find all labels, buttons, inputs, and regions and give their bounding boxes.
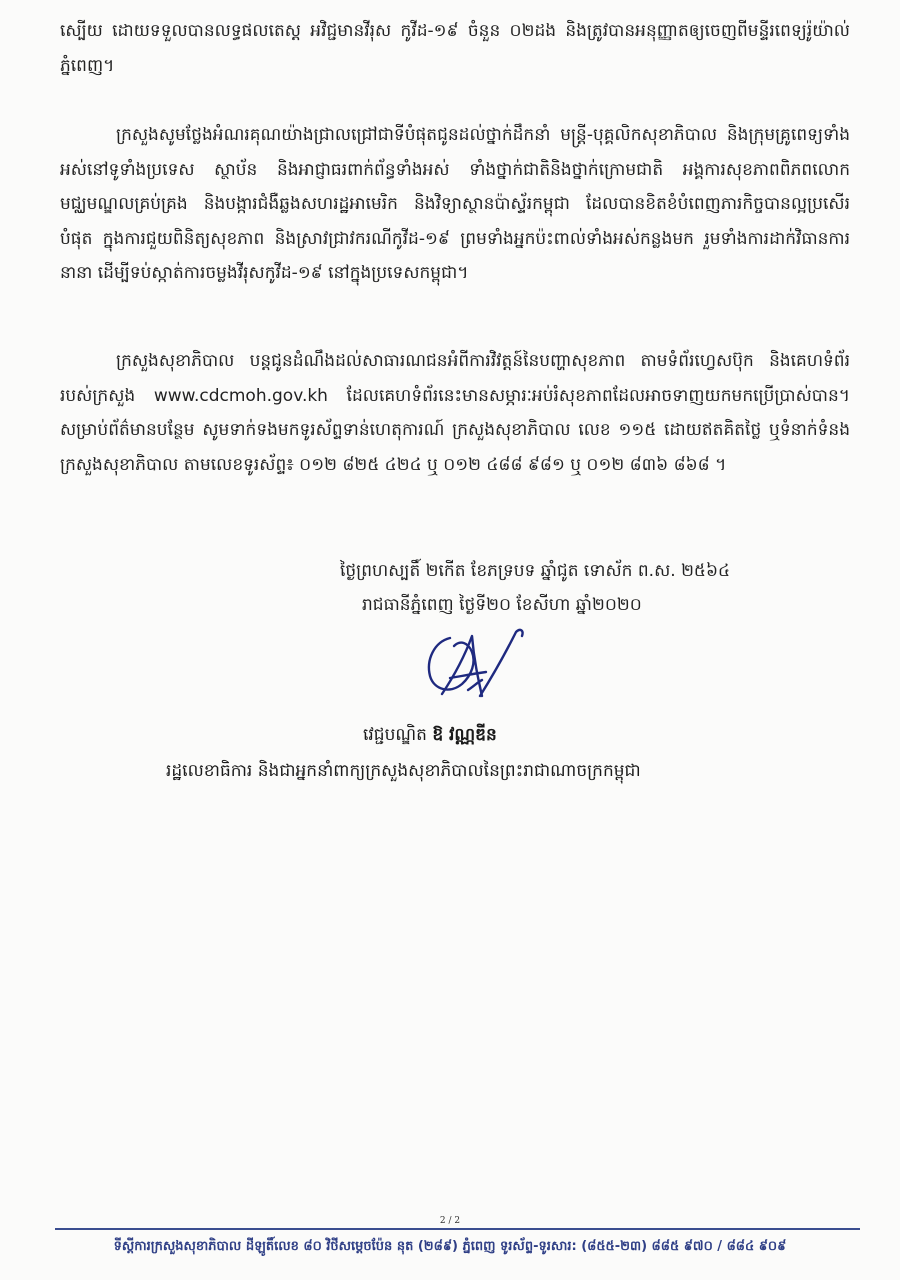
signer-fullname: ឱ វណ្ណឌីន <box>432 725 497 745</box>
signer-title: រដ្ឋលេខាធិការ និងជាអ្នកនាំពាក្យក្រសួងសុខាភិបាលនៃព្រះរាជាណាចក្រកម្ពុជា <box>166 761 641 781</box>
date-block <box>340 554 810 622</box>
footer-divider <box>55 1228 860 1230</box>
signer-name <box>363 720 497 750</box>
footer-address: ទីស្តីការក្រសួងសុខាភិបាល ដីឡូតិ៍លេខ ៨០ វិថីសម្តេចប៉ែន នុត (២៨៩) ភ្នំពេញ ទូរស័ព្ទ-ទូរសារ: (៨៥៥-២៣) ៨៨៥ ៩៧០ / ៨៨៤ ៩០៩ <box>113 1239 787 1254</box>
lunar-date: ថ្ងៃព្រហស្បតិ៍ ២កើត ខែភទ្របទ ឆ្នាំជូត ទោស័ក ព.ស. ២៥៦៤ <box>340 561 731 581</box>
solar-date: រាជធានីភ្នំពេញ ថ្ងៃទី២០ ខែសីហា ឆ្នាំ២០២០ <box>362 595 642 615</box>
page-number: 2 / 2 <box>439 1216 461 1226</box>
paragraph-thanks: ក្រសួងសូមថ្លែងអំណរគុណយ៉ាងជ្រាលជ្រៅជាទីបំផុតជូនដល់ថ្នាក់ដឹកនាំ មន្ត្រី-បុគ្គលិកសុខាភិបាល និងក្រុមគ្រូពេទ្យទាំងអស់នៅទូទាំងប្រទេស ស្ថាប័ន និងអាជ្ញាធរពាក់ព័ន្ធទាំងអស់ ទាំងថ្នាក់ជាតិនិងថ្នាក់ក្រោមជាតិ អង្គការសុខភាពពិភពលោក មជ្ឈមណ្ឌលគ្រប់គ្រង និងបង្ការជំងឺឆ្លងសហរដ្ឋអាមេរិក និងវិទ្យាស្ថានប៉ាស្ទ័រកម្ពុជា ដែលបានខិតខំបំពេញភារកិច្ចបានល្អប្រសើរបំផុត ក្នុងការជួយពិនិត្យសុខភាព និងស្រាវជ្រាវករណីកូវីដ-១៩ ព្រមទាំងអ្នកប៉ះពាល់ទាំងអស់កន្លងមក រួមទាំងការដាក់វិធានការនានា ដើម្បីទប់ស្កាត់ការចម្លងវីរុសកូវីដ-១៩ នៅក្នុងប្រទេសកម្ពុជា។ <box>60 125 850 283</box>
paragraph-contact-info: ក្រសួងសុខាភិបាល បន្តជូនដំណឹងដល់សាធារណជនអំពីការវិវត្តន៍នៃបញ្ហាសុខភាព តាមទំព័រហ្វេសប៊ុក និងគេហទំព័ររបស់ក្រសួង www.cdcmoh.gov.kh ដែលគេហទំព័រនេះមានសម្ភារៈអប់រំសុខភាពដែលអាចទាញយកមកប្រើប្រាស់បាន។ សម្រាប់ព័ត៌មានបន្ថែម សូមទាក់ទងមកទូរស័ព្ទទាន់ហេតុការណ៍ ក្រសួងសុខាភិបាល លេខ ១១៥ ដោយឥតគិតថ្លៃ ឬទំនាក់ទំនងក្រសួងសុខាភិបាល តាមលេខទូរស័ព្ទ៖ ០១២ ៨២៥ ៤២៤ ឬ ០១២ ៤៨៨ ៩៨១ ឬ ០១២ ៨៣៦ ៨៦៨ ។ <box>60 351 850 475</box>
signer-prefix: វេជ្ជបណ្ឌិត <box>363 725 427 745</box>
handwritten-signature <box>420 620 540 702</box>
paragraph-recovery: ស្បើយ ដោយទទួលបានលទ្ធផលតេស្ត អវិជ្ជមានវីរុស កូវីដ-១៩ ចំនួន ០២ដង និងត្រូវបានអនុញ្ញាតឲ្យចេញពីមន្ទីរពេទ្យរ៉ូយ៉ាល់ភ្នំពេញ។ <box>60 21 850 76</box>
